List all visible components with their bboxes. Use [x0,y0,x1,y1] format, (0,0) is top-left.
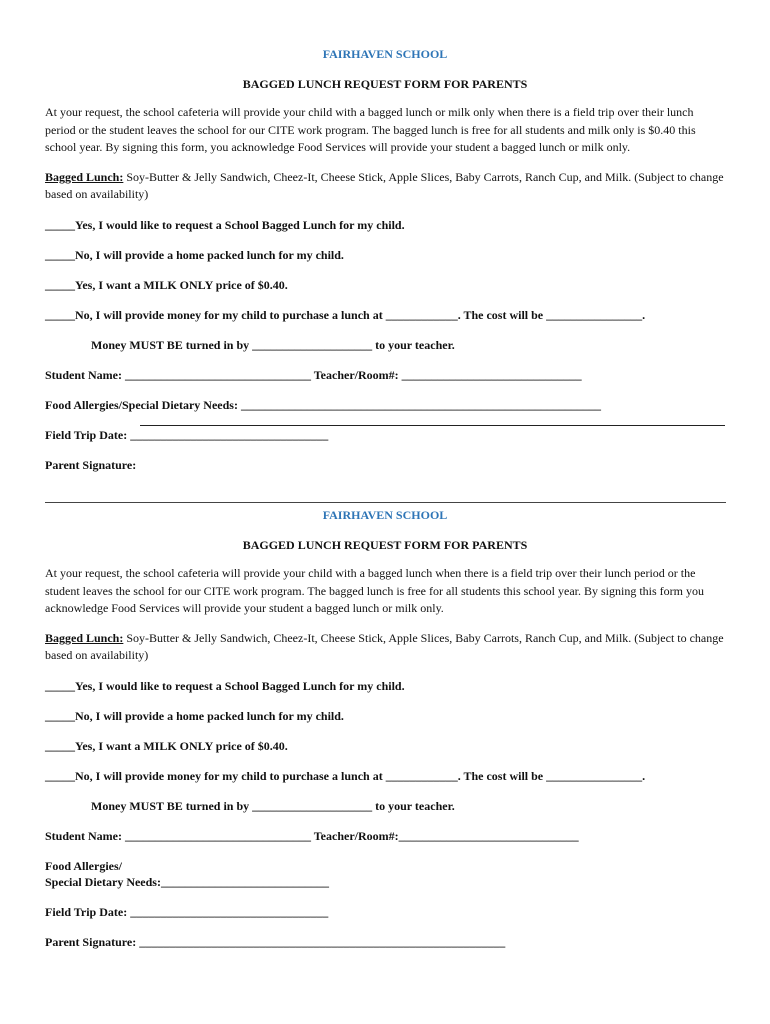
bagged-lunch-description [45,630,725,664]
bagged-lunch-text: Soy-Butter & Jelly Sandwich, Cheez-It, Cheese Stick, Apple Slices, Baby Carrots, Ranch Cup, and Milk. (Subject to change based on availability) [45,630,724,662]
money-due-line[interactable]: Money MUST BE turned in by ____________________ to your teacher. [91,798,455,813]
option-home-packed-lunch[interactable]: _____No, I will provide a home packed lunch for my child. [45,708,344,723]
option-request-bagged-lunch[interactable]: _____Yes, I would like to request a School Bagged Lunch for my child. [45,678,405,693]
food-allergies-field[interactable]: Food Allergies/Special Dietary Needs: ____________________________________________________________ [45,397,601,412]
student-teacher-field[interactable]: Student Name: _______________________________ Teacher/Room#:______________________________ [45,828,579,843]
bagged-lunch-label: Bagged Lunch: [45,630,124,645]
option-milk-only[interactable]: _____Yes, I want a MILK ONLY price of $0.40. [45,738,288,753]
special-dietary-needs-field[interactable]: Special Dietary Needs:____________________________ [45,874,329,889]
option-milk-only[interactable]: _____Yes, I want a MILK ONLY price of $0.40. [45,277,288,292]
form-title: BAGGED LUNCH REQUEST FORM FOR PARENTS [242,538,528,552]
option-home-packed-lunch[interactable]: _____No, I will provide a home packed lunch for my child. [45,247,344,262]
form-title: BAGGED LUNCH REQUEST FORM FOR PARENTS [242,77,528,91]
bagged-lunch-text: Soy-Butter & Jelly Sandwich, Cheez-It, Cheese Stick, Apple Slices, Baby Carrots, Ranch Cup, and Milk. (Subject to change based on availability) [45,169,724,201]
intro-paragraph: At your request, the school cafeteria will provide your child with a bagged lunch when there is a field trip over their lunch period or the student leaves the school for our CITE work program. The bagged lunch is free for all students this school year. By signing this form you acknowledge Food Services will provide your student a bagged lunch or milk only. [45,566,704,615]
money-due-line[interactable]: Money MUST BE turned in by ____________________ to your teacher. [91,337,455,352]
form-top [45,46,725,473]
student-teacher-field[interactable]: Student Name: _______________________________ Teacher/Room#: ______________________________ [45,367,582,382]
option-request-bagged-lunch[interactable]: _____Yes, I would like to request a School Bagged Lunch for my child. [45,217,405,232]
parent-signature-line[interactable] [140,425,725,426]
cut-divider-line [45,502,726,503]
option-provide-money[interactable]: _____No, I will provide money for my child to purchase a lunch at ____________. The cost will be ________________. [45,768,646,783]
bagged-lunch-label: Bagged Lunch: [45,169,124,184]
option-provide-money[interactable]: _____No, I will provide money for my child to purchase a lunch at ____________. The cost will be ________________. [45,307,646,322]
form-bottom [45,507,725,950]
school-name: FAIRHAVEN SCHOOL [322,47,448,61]
intro-paragraph: At your request, the school cafeteria will provide your child with a bagged lunch or milk only when there is a field trip over their lunch period or the student leaves the school for our CITE work program. The bagged lunch is free for all students and milk only is $0.40 this school year. By signing this form, you acknowledge Food Services will provide your student a bagged lunch or milk only. [45,105,696,154]
parent-signature-label: Parent Signature: [45,457,137,472]
bagged-lunch-description [45,169,725,203]
school-name: FAIRHAVEN SCHOOL [322,508,448,522]
field-trip-date-field[interactable]: Field Trip Date: _________________________________ [45,427,329,442]
food-allergies-label: Food Allergies/ [45,858,122,873]
parent-signature-field[interactable]: Parent Signature: _____________________________________________________________ [45,934,506,949]
field-trip-date-field[interactable]: Field Trip Date: _________________________________ [45,904,329,919]
